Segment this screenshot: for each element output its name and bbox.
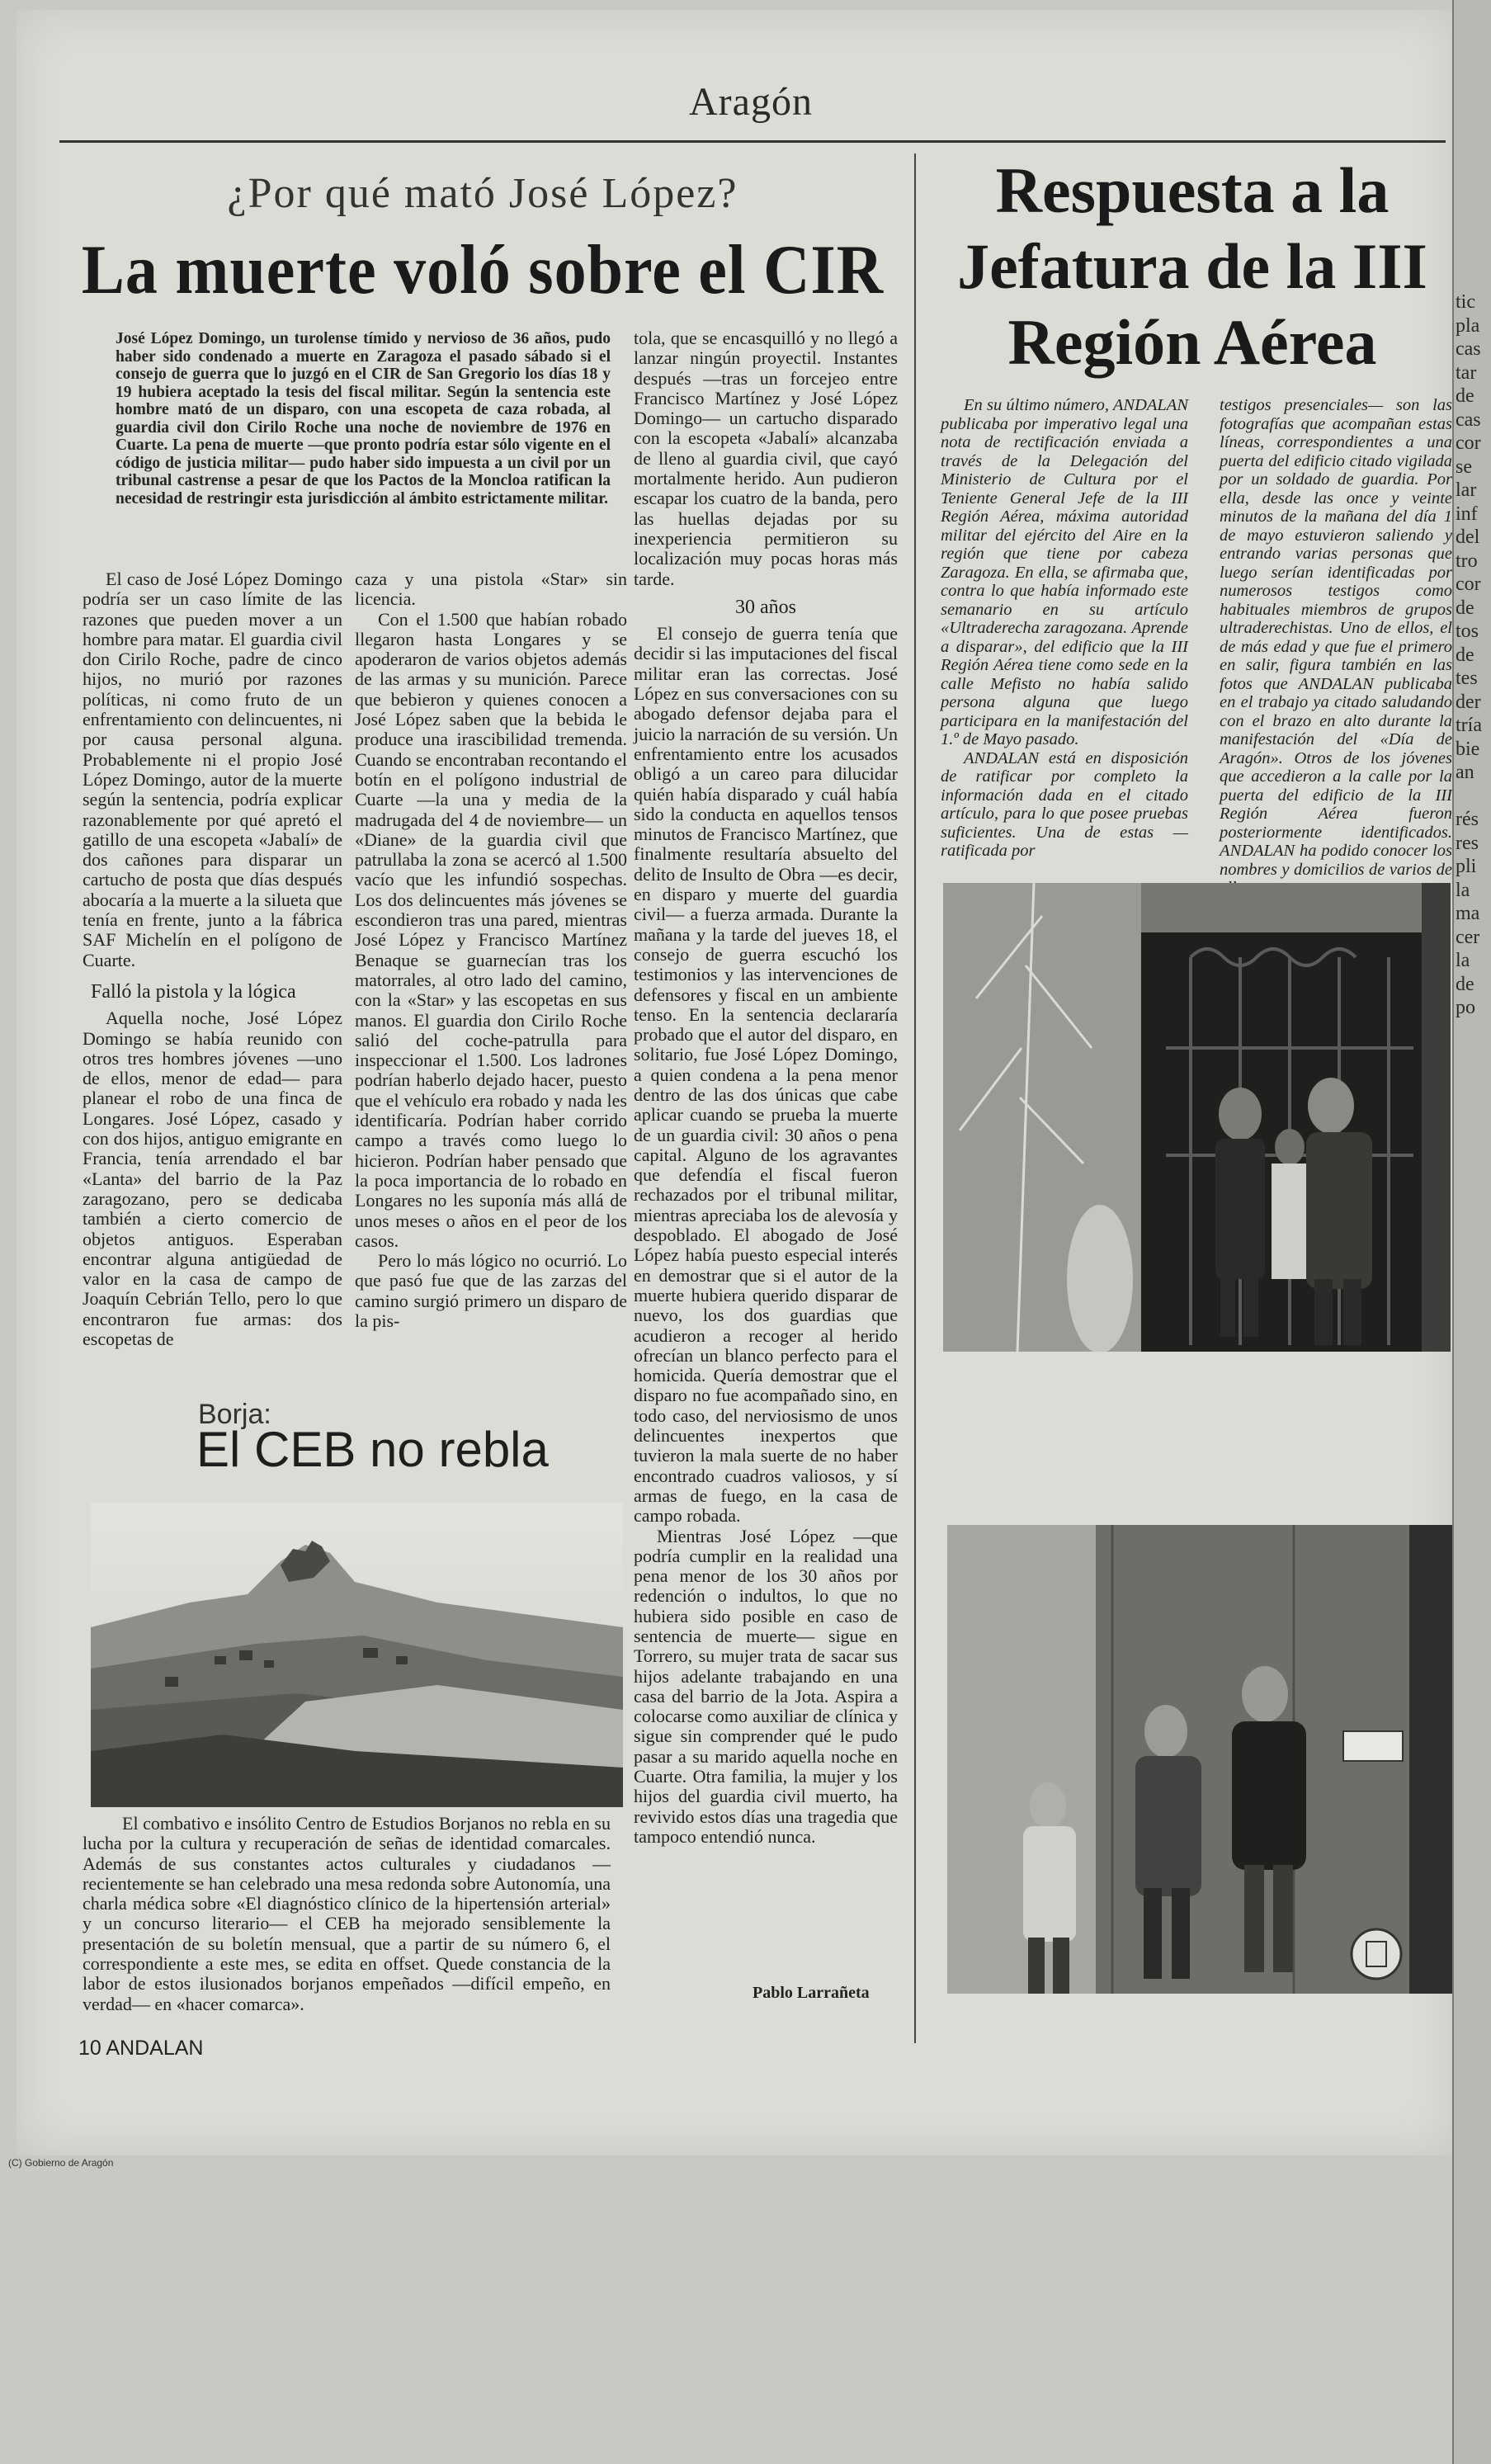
borja-body — [83, 1814, 611, 2014]
side-strip-fragment: tría — [1456, 715, 1482, 736]
doorway-photo-1 — [943, 883, 1451, 1352]
side-strip-fragment: la — [1456, 950, 1470, 971]
side-strip-fragment: cer — [1456, 926, 1480, 948]
side-strip-fragment: tos — [1456, 621, 1479, 642]
side-strip-fragment: ma — [1456, 903, 1480, 924]
section-subhead: 30 años — [735, 596, 796, 618]
header-rule — [59, 140, 1446, 143]
byline: Pablo Larrañeta — [753, 1984, 870, 2002]
article-kicker: ¿Por qué mató José López? — [227, 170, 738, 217]
paragraph: ANDALAN está en disposición de ratificar por completo la información dada en el citado artículo, para lo que posee pruebas suficientes. Una de estas —ratificada por — [941, 748, 1188, 860]
page-folio: 10 ANDALAN — [78, 2037, 204, 2060]
side-strip-fragment — [1454, 785, 1491, 809]
side-strip-fragment: res — [1456, 832, 1479, 854]
side-strip-fragment: cor — [1456, 574, 1481, 595]
paragraph: El caso de José López Domingo podría ser un caso límite de las razones que pueden mover a un hombre para matar. El guardia civil don Cirilo Roche, padre de cinco hijos, no murió por razones políticas, ni como fruto de un enfrentamiento con delincuentes, ni por causa personal alguna. Probablemente ni el propio José López Domingo, autor de la muerte según la sentencia, podría explicar razonablemente por qué apretó el gatillo de una escopeta «Jabalí» de dos cañones para disparar un cartucho de posta que días después abocaría a la muerte a la silueta que tenía en frente, junto a la fábrica SAF Michelín en el polígono de Cuarte. — [83, 569, 342, 970]
section-header: Aragón — [689, 80, 813, 124]
paragraph: Mientras José López —que podría cumplir en la realidad una pena menor de los 30 años por redención o indultos, lo que no hubiera sido posible en caso de sentencia de muerte— sigue en Torrero, su mujer trata de sacar sus hijos adelante trabajando en una casa del barrio de la Jota. Aspira a colocarse como auxiliar de clínica y sigue sin comprender qué le pudo pasar a su marido aquella noche en Cuarte. Otra familia, la mujer y los hijos del guardia civil muerto, ha revivido estos días una tragedia que tampoco entendió nunca. — [634, 1525, 898, 1847]
column-divider — [914, 153, 916, 2043]
paragraph: testigos presenciales— son las fotografías que acompañan estas líneas, correspondientes a una puerta del edificio citado vigilada por un soldado de guardia. Por ella, desde las once y veinte minutos de la mañana del día 1 de mayo estuvieron saliendo y entrando varias personas que luego serían identificadas por numerosos testigos como habituales miembros de grupos ultraderechistas. Uno de ellos, el de más edad y que fue el primero en salir, figura también en las fotos que ANDALAN publicaba en el trabajo ya citado saludando con el brazo en alto durante la manifestación del «Día de Aragón». Otros de los jóvenes que accedieron a la calle por la puerta del edificio de la III Región Aérea fueron posteriormente identificados. ANDALAN ha podido conocer los nombres y domicilios de varios de — [1220, 396, 1452, 879]
borja-headline: El CEB no rebla — [196, 1422, 549, 1477]
paragraph: En su último número, ANDALAN publicaba por imperativo legal una nota de rectificación enviada a través de la Delegación del Ministerio de Cultura por el Teniente General Jefe de la III Región Aérea, máxima autoridad militar del ejército del Aire en la región que tiene por cabeza Zaragoza. En ella, se afirmaba que, contra lo que había informado este semanario en su artículo «Ultraderecha zaragozana. Aprende a disparar», del edificio que la III Región Aérea tiene como sede en la calle Mefisto no había salido persona alguna que luego participara en la manifestación del 1.º de Mayo pasado. — [941, 396, 1188, 748]
right-headline-line: Respuesta a la — [995, 154, 1390, 226]
paragraph: Con el 1.500 que habían robado llegaron hasta Longares y se apoderaron de varios objetos además de las armas y su munición. Parece que bebieron y quienes conocen a José López saben que la bebida le produce una irascibilidad tremenda. Cuando se encontraban recontando el botín en el polígono industrial de Cuarte —la una y media de la madrugada del 4 de noviembre— un «Diane» de la guardia civil que patrullaba la zona se acercó al 1.500 vacío que les infundió sospechas. Los dos delincuentes más jóvenes se escondieron tras una pared, mientras José López y Francisco Martínez Benaque se guarnecían tras los matorrales, al otro lado del camino, con la «Star» y las escopetas en sus manos. El guardia don Cirilo Roche salió del coche-patrulla para inspeccionar el 1.500. Los ladrones podrían haberlo dejado hacer, puesto que el vehículo era robado y nada les identificaría. Podrían haber corrido campo a través como luego lo hicieron. Podrían haber pensado que la poca importancia de lo robado en Longares no les suponía más allá de unos meses o años en el peor de los casos. — [355, 608, 627, 1251]
paragraph: El consejo de guerra tenía que decidir si las imputaciones del fiscal militar eran las correctas. José López en sus conversaciones con su abogado defensor dejaba para el juicio la narración de su versión. Un enfrentamiento entre los acusados obligó a un careo para dilucidar quién había disparado y cuál había sido la conducta en aquellos tensos minutos de Francisco Martínez, que finalmente resultaría absuelto del delito de Insulto de Obra —es decir, en disparo y muerte del guardia civil— a fuerza armada. Durante la mañana y la tarde del jueves 18, el consejo de guerra escuchó los testimonios y las intervenciones de defensores y fiscal en un ambiente tenso. En la sentencia declararía probado que el autor del disparo, en solitario, fue José López Domingo, a quien condena a la pena menor dentro de las dos únicas que cabe aplicar cuando se prueba la muerte de un guardia civil: 30 años o pena capital. Alguno de los agravantes que defendía el fiscal fueron rechazados por el tribunal militar, mientras apreciaba los de alevosía y despoblado. El abogado de José López había puesto especial interés en demostrar que si el autor de la muerte hubiera querido disparar de nuevo, los dos guardias que acudieron a recoger al herido ofrecían un blanco perfecto para el homicida. Quería demostrar que el disparo no fue acompañado sino, en todo caso, del nerviosismo de unos delincuentes inexpertos que tuvieron la mala suerte de no haber encontrado cuadros valiosos, y sí armas de fuego, en la casa de campo robada. — [634, 623, 898, 1527]
side-strip-fragment: po — [1456, 997, 1475, 1018]
side-strip-fragment: de — [1456, 973, 1474, 995]
side-strip-fragment: tar — [1456, 361, 1477, 384]
side-strip-fragment: pli — [1456, 856, 1477, 877]
article-headline: La muerte voló sobre el CIR — [81, 230, 885, 309]
side-strip-fragment: la — [1456, 879, 1470, 901]
side-strip-fragment: cor — [1456, 432, 1481, 454]
section-subhead: Falló la pistola y la lógica — [91, 980, 296, 1003]
paragraph: tola, que se encasquilló y no llegó a lanzar ningún proyectil. Instantes después —tras un forcejeo entre Francisco Martínez y José López Domingo— un cartucho disparado con la escopeta «Jabalí» alcanzaba de lleno al guardia civil, que cayó mortalmente herido. Aun pudieron escapar los cuatro de la banda, pero las huellas dejadas por su inexperiencia permitieron su localización muy pocas horas más tarde. — [634, 328, 898, 589]
right-column-2 — [1220, 396, 1452, 879]
article-lede: José López Domingo, un turolense tímido y nervioso de 36 años, pudo haber sido condenado a muerte en Zaragoza el pasado sábado si el consejo de guerra que lo juzgó en el CIR de San Gregorio los días 18 y 19 hubiera aceptado la tesis del fiscal militar. Según la sentencia este hombre mató de un disparo, con una escopeta de caza robada, al guardia civil don Cirilo Roche una noche de noviembre de 1976 en Cuarte. La pena de muerte —que pronto podría estar sólo vigente en el código de justicia militar— pudo haber sido impuesta a un civil por un tribunal castrense a pesar de que los Pactos de la Moncloa ratifican la necesidad de restringir esta jurisdicción al ámbito estrictamente militar. — [116, 330, 611, 507]
paragraph: Pero lo más lógico no ocurrió. Lo que pasó fue que de las zarzas del camino surgió primero un disparo de la pis- — [355, 1250, 627, 1331]
adjacent-page-strip — [1452, 0, 1491, 2464]
side-strip-fragment: tro — [1456, 550, 1478, 572]
borja-kicker: Borja: — [198, 1399, 271, 1430]
side-strip-fragment: der — [1456, 691, 1481, 713]
article-column-3 — [634, 328, 898, 1847]
borja-landscape-photo — [91, 1503, 623, 1807]
side-strip-fragment: se — [1456, 456, 1472, 478]
doorway-photo-2 — [947, 1525, 1452, 1994]
side-strip-fragment: an — [1456, 762, 1474, 783]
side-strip-fragment: inf — [1456, 503, 1478, 525]
right-headline-line: Jefatura de la III — [957, 230, 1427, 302]
side-strip-fragment: pla — [1456, 314, 1480, 337]
side-strip-fragment: bie — [1456, 738, 1480, 760]
paragraph: caza y una pistola «Star» sin licencia. — [355, 569, 627, 610]
side-strip-fragment: tic — [1456, 291, 1475, 313]
article-column-2 — [355, 569, 627, 1331]
paragraph: El combativo e insólito Centro de Estudios Borjanos no rebla en su lucha por la cultura y recuperación de señas de identidad comarcales. Además de sus constantes actos culturales y ciudadanos —recientemente se han celebrado una mesa redonda sobre Autonomía, una charla médica sobre «El diagnóstico clínico de la hipertensión arterial» y un concurso literario— el CEB ha mejorado sensiblemente la presentación de su boletín mensual, que a partir de su número 6, el correspondiente a este mes, se edita en offset. Quede constancia de la labor de estos ilusionados borjanos empeñados —difícil empeño, en verdad— en «hacer comarca». — [83, 1813, 611, 2014]
paragraph: Aquella noche, José López Domingo se había reunido con otros tres hombres jóvenes —uno de ellos, menor de edad— para planear el robo de una finca de Longares. José López, casado y con dos hijos, antiguo emigrante en Francia, tenía arrendado el bar «Lanta» del barrio de la Paz zaragozano, pero se dedicaba también a cierto comercio de objetos antiguos. Esperaban encontrar alguna antigüedad de valor en la casa de campo de Joaquín Cebrián Tello, pero lo que encontraron fue armas: dos escopetas de — [83, 1008, 342, 1349]
copyright-notice: (C) Gobierno de Aragón — [8, 2157, 114, 2169]
side-strip-fragment: de — [1456, 644, 1474, 666]
article-column-1 — [83, 569, 342, 1349]
side-strip-fragment: tes — [1456, 668, 1478, 689]
side-strip-fragment: de — [1456, 385, 1474, 407]
side-strip-fragment: lar — [1456, 479, 1477, 501]
side-strip-fragment: de — [1456, 597, 1474, 619]
side-strip-fragment: del — [1456, 526, 1480, 548]
right-headline — [932, 153, 1452, 380]
side-strip-fragment: cas — [1456, 338, 1481, 360]
side-strip-fragment: rés — [1456, 809, 1479, 830]
right-column-1 — [941, 396, 1188, 861]
right-headline-line: Región Aérea — [1007, 306, 1377, 378]
side-strip-fragment: cas — [1456, 408, 1481, 431]
